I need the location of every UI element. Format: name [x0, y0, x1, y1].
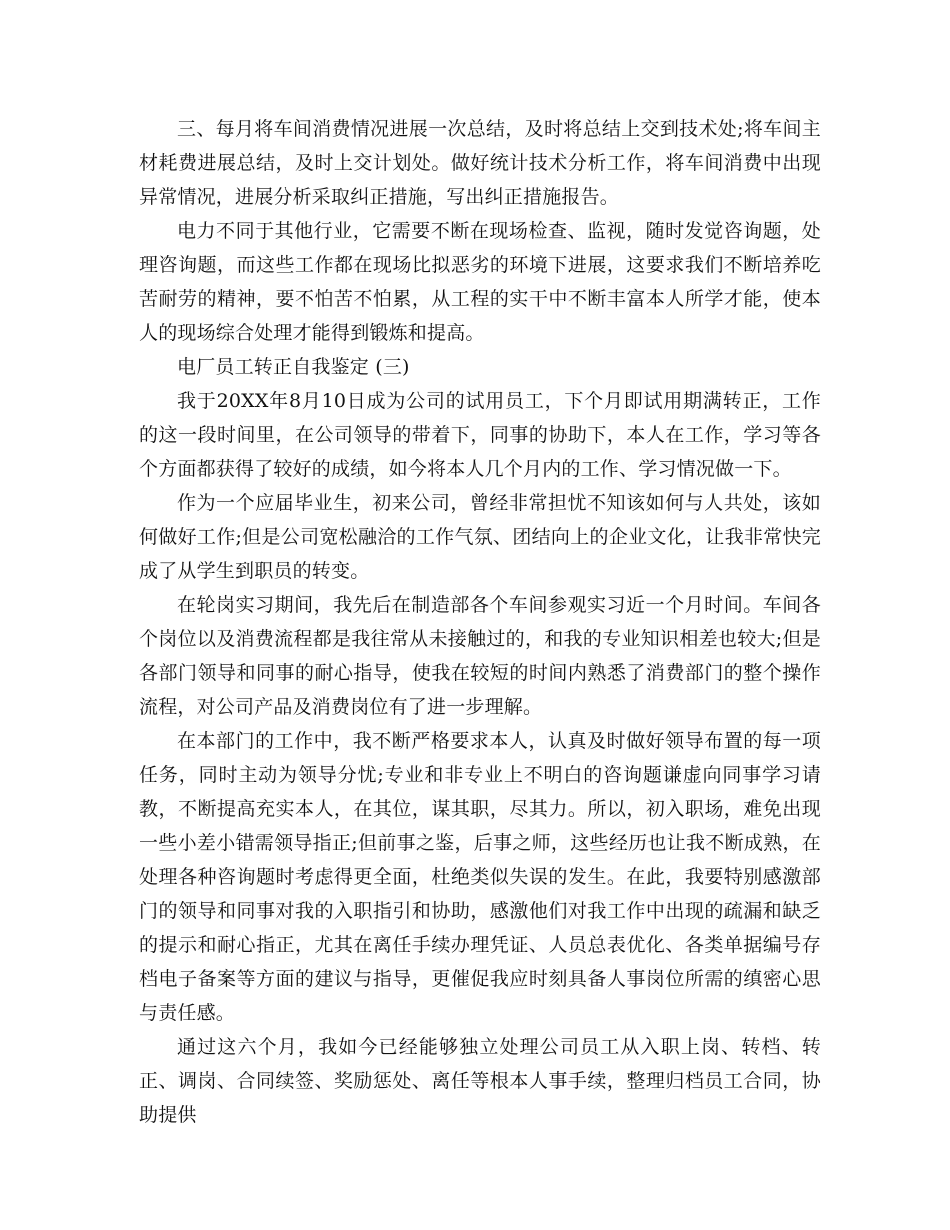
paragraph-7: 通过这六个月，我如今已经能够独立处理公司员工从入职上岗、转档、转正、调岗、合同续签、奖励惩处、离任等根本人事手续，整理归档员工合同，协助提供 — [139, 1036, 821, 1126]
paragraph-3: 我于20XX年8月10日成为公司的试用员工，下个月即试用期满转正，工作的这一段时间里，在公司领导的带着下，同事的协助下，本人在工作，学习等各个方面都获得了较好的成绩，如今将本人几个月内的工作、学习情况做一下。 — [139, 390, 821, 480]
paragraph-2: 电力不同于其他行业，它需要不断在现场检查、监视，随时发觉咨询题，处理咨询题，而这些工作都在现场比拟恶劣的环境下进展，这要求我们不断培养吃苦耐劳的精神，要不怕苦不怕累，从工程的实干中不断丰富本人所学才能，使本人的现场综合处理才能得到锻炼和提高。 — [139, 220, 821, 344]
paragraph-4: 作为一个应届毕业生，初来公司，曾经非常担忧不知该如何与人共处，该如何做好工作;但是公司宽松融洽的工作气氛、团结向上的企业文化，让我非常快完成了从学生到职员的转变。 — [139, 492, 821, 582]
section-heading: 电厂员工转正自我鉴定 (三) — [177, 356, 410, 378]
paragraph-1: 三、每月将车间消费情况进展一次总结，及时将总结上交到技术处;将车间主材耗费进展总结，及时上交计划处。做好统计技术分析工作，将车间消费中出现异常情况，进展分析采取纠正措施，写出纠正措施报告。 — [139, 118, 821, 208]
paragraph-5: 在轮岗实习期间，我先后在制造部各个车间参观实习近一个月时间。车间各个岗位以及消费流程都是我往常从未接触过的，和我的专业知识相差也较大;但是各部门领导和同事的耐心指导，使我在较短的时间内熟悉了消费部门的整个操作流程，对公司产品及消费岗位有了进一步理解。 — [139, 594, 821, 718]
paragraph-6: 在本部门的工作中，我不断严格要求本人，认真及时做好领导布置的每一项任务，同时主动为领导分忧;专业和非专业上不明白的咨询题谦虚向同事学习请教，不断提高充实本人，在其位，谋其职，尽其力。所以，初入职场，难免出现一些小差小错需领导指正;但前事之鉴，后事之师，这些经历也让我不断成熟，在处理各种咨询题时考虑得更全面，杜绝类似失误的发生。在此，我要特别感激部门的领导和同事对我的入职指引和协助，感激他们对我工作中出现的疏漏和缺乏的提示和耐心指正，尤其在离任手续办理凭证、人员总表优化、各类单据编号存档电子备案等方面的建议与指导，更催促我应时刻具备人事岗位所需的缜密心思与责任感。 — [139, 730, 821, 1024]
document-body — [139, 112, 821, 1132]
